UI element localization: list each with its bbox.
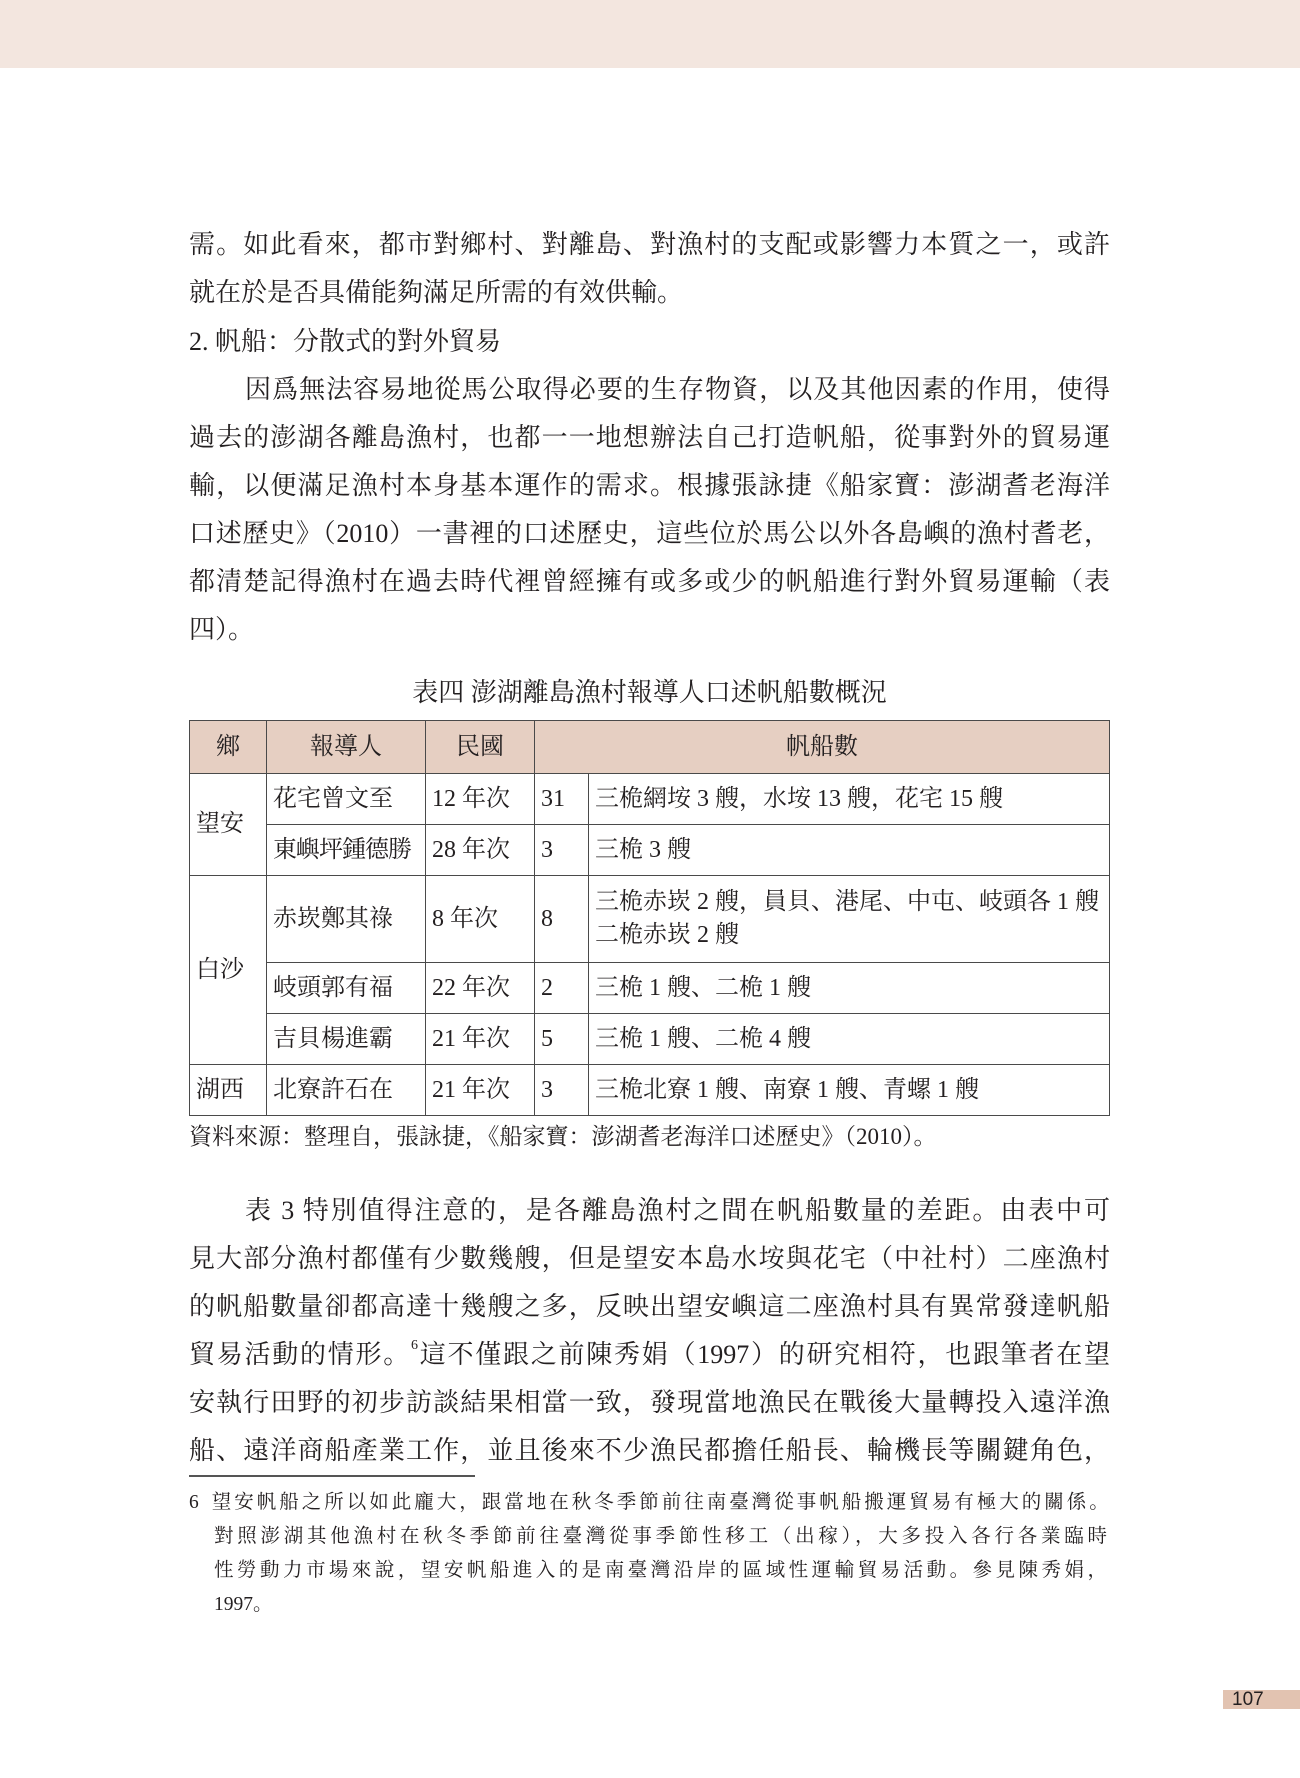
detail-line: 二桅赤崁 2 艘 bbox=[595, 922, 739, 948]
body-line bbox=[189, 1339, 1110, 1371]
body-line: 輸，以便滿足漁村本身基本運作的需求。根據張詠捷《船家寶：澎湖耆老海洋 bbox=[189, 471, 1110, 500]
count-cell: 3 bbox=[535, 1065, 589, 1116]
table-row bbox=[190, 825, 1110, 876]
detail-cell: 三桅 1 艘、二桅 1 艘 bbox=[589, 963, 1110, 1014]
body-line: 見大部分漁村都僅有少數幾艘，但是望安本島水垵與花宅（中社村）二座漁村 bbox=[189, 1244, 1110, 1273]
body-line: 安執行田野的初步訪談結果相當一致，發現當地漁民在戰後大量轉投入遠洋漁 bbox=[189, 1388, 1110, 1417]
informant-cell: 赤崁鄭其祿 bbox=[267, 876, 426, 963]
header-informant: 報導人 bbox=[267, 721, 426, 774]
sailboat-table bbox=[189, 720, 1110, 1116]
year-cell: 28 年次 bbox=[426, 825, 535, 876]
footnote-ref[interactable]: 6 bbox=[411, 1338, 418, 1353]
body-line: 表 3 特別值得注意的，是各離島漁村之間在帆船數量的差距。由表中可 bbox=[245, 1196, 1110, 1225]
year-cell: 21 年次 bbox=[426, 1065, 535, 1116]
township-cell: 望安 bbox=[190, 774, 267, 876]
table-row bbox=[190, 876, 1110, 963]
footnote-line: 性勞動力市場來說，望安帆船進入的是南臺灣沿岸的區域性運輸貿易活動。參見陳秀娟， bbox=[214, 1560, 1110, 1581]
body-line: 就在於是否具備能夠滿足所需的有效供輸。 bbox=[189, 278, 684, 307]
body-line: 過去的澎湖各離島漁村，也都一一地想辦法自己打造帆船，從事對外的貿易運 bbox=[189, 423, 1110, 452]
header-township: 鄉 bbox=[190, 721, 267, 774]
detail-cell: 三桅網垵 3 艘，水垵 13 艘，花宅 15 艘 bbox=[589, 774, 1110, 825]
detail-cell: 三桅 3 艘 bbox=[589, 825, 1110, 876]
footnote-line bbox=[189, 1490, 1110, 1516]
detail-line: 三桅赤崁 2 艘，員貝、港尾、中屯、岐頭各 1 艘 bbox=[595, 889, 1099, 915]
informant-cell: 岐頭郭有福 bbox=[267, 963, 426, 1014]
informant-cell: 北寮許石在 bbox=[267, 1065, 426, 1116]
body-line: 因爲無法容易地從馬公取得必要的生存物資，以及其他因素的作用，使得 bbox=[245, 375, 1110, 404]
year-cell: 21 年次 bbox=[426, 1014, 535, 1065]
table-row bbox=[190, 1014, 1110, 1065]
informant-cell: 花宅曾文至 bbox=[267, 774, 426, 825]
footnote-number: 6 bbox=[189, 1492, 202, 1513]
detail-cell: 三桅 1 艘、二桅 4 艘 bbox=[589, 1014, 1110, 1065]
table-header-row bbox=[190, 721, 1110, 774]
year-cell: 8 年次 bbox=[426, 876, 535, 963]
body-line: 四）。 bbox=[189, 615, 255, 644]
page-number: 107 bbox=[1223, 1690, 1300, 1709]
count-cell: 2 bbox=[535, 963, 589, 1014]
body-line: 口述歷史》（2010）一書裡的口述歷史，這些位於馬公以外各島嶼的漁村耆老， bbox=[189, 519, 1110, 548]
table-row bbox=[190, 774, 1110, 825]
footnote-line: 1997。 bbox=[214, 1594, 273, 1615]
township-cell: 湖西 bbox=[190, 1065, 267, 1116]
body-line: 都清楚記得漁村在過去時代裡曾經擁有或多或少的帆船進行對外貿易運輸（表 bbox=[189, 567, 1110, 596]
header-sailboats: 帆船數 bbox=[535, 721, 1110, 774]
detail-cell bbox=[589, 876, 1110, 963]
table-source: 資料來源：整理自，張詠捷，《船家寶：澎湖耆老海洋口述歷史》（2010）。 bbox=[189, 1124, 937, 1149]
top-band bbox=[0, 0, 1300, 68]
table-row bbox=[190, 963, 1110, 1014]
header-year: 民國 bbox=[426, 721, 535, 774]
year-cell: 12 年次 bbox=[426, 774, 535, 825]
table-caption: 表四 澎湖離島漁村報導人口述帆船數概況 bbox=[412, 678, 887, 707]
count-cell: 3 bbox=[535, 825, 589, 876]
body-line: 需。如此看來，都市對鄉村、對離島、對漁村的支配或影響力本質之一，或許 bbox=[189, 230, 1110, 259]
count-cell: 8 bbox=[535, 876, 589, 963]
body-line: 的帆船數量卻都高達十幾艘之多，反映出望安嶼這二座漁村具有異常發達帆船 bbox=[189, 1292, 1110, 1321]
footnote-line: 對照澎湖其他漁村在秋冬季節前往臺灣從事季節性移工（出稼），大多投入各行各業臨時 bbox=[214, 1526, 1110, 1547]
text-span: 貿易活動的情形。 bbox=[189, 1340, 411, 1369]
text-span: 望安帆船之所以如此龐大，跟當地在秋冬季節前往南臺灣從事帆船搬運貿易有極大的關係。 bbox=[211, 1492, 1112, 1513]
township-cell: 白沙 bbox=[190, 876, 267, 1065]
table-row bbox=[190, 1065, 1110, 1116]
year-cell: 22 年次 bbox=[426, 963, 535, 1014]
informant-cell: 東嶼坪鍾德勝 bbox=[267, 825, 426, 876]
text-span: 這不僅跟之前陳秀娟（1997）的研究相符，也跟筆者在望 bbox=[418, 1340, 1110, 1369]
detail-cell: 三桅北寮 1 艘、南寮 1 艘、青螺 1 艘 bbox=[589, 1065, 1110, 1116]
footnote-divider bbox=[189, 1475, 475, 1477]
section-heading: 2. 帆船：分散式的對外貿易 bbox=[189, 327, 502, 356]
informant-cell: 吉貝楊進霸 bbox=[267, 1014, 426, 1065]
body-line: 船、遠洋商船產業工作，並且後來不少漁民都擔任船長、輪機長等關鍵角色， bbox=[189, 1436, 1110, 1465]
count-cell: 5 bbox=[535, 1014, 589, 1065]
count-cell: 31 bbox=[535, 774, 589, 825]
